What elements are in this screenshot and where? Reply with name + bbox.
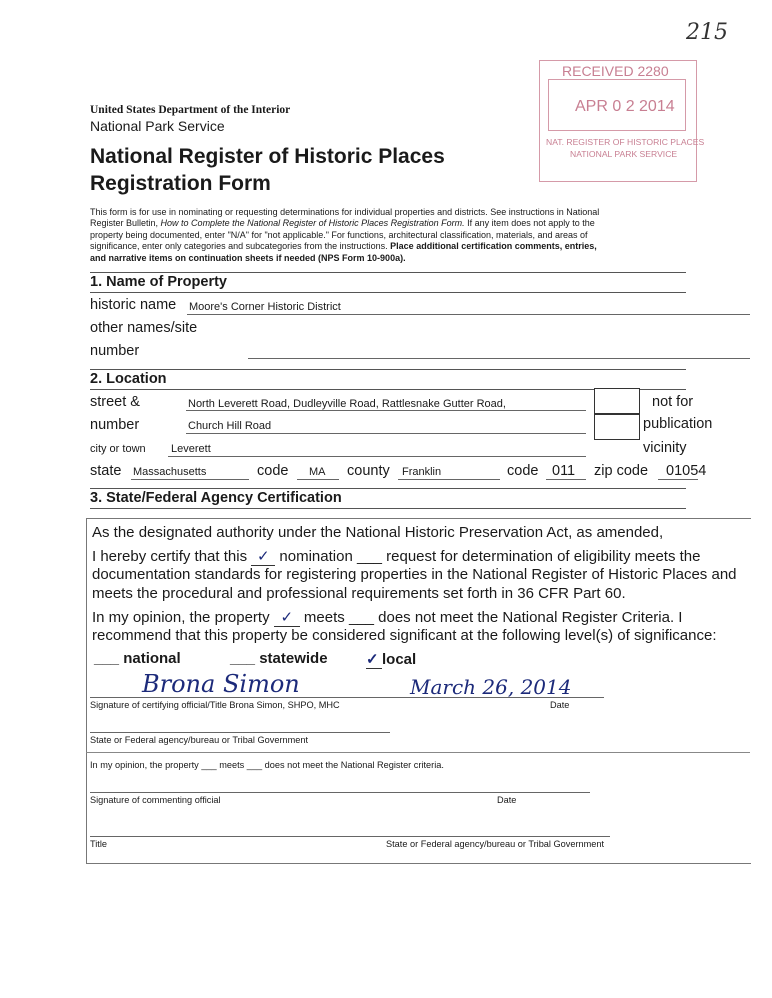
instructions-line4b: Place additional certification comments, entries,	[390, 241, 597, 252]
instructions	[90, 207, 599, 264]
county-value[interactable]: Franklin	[402, 466, 442, 478]
state-label: state	[90, 463, 122, 479]
agency-line	[90, 732, 390, 733]
local-check-mark: ✓	[366, 650, 382, 669]
certifying-signature: Brona Simon	[142, 670, 300, 698]
department-name: United States Department of the Interior	[90, 104, 291, 116]
level-local[interactable]	[366, 650, 416, 669]
agency-label-2: State or Federal agency/bureau or Tribal Government	[386, 839, 605, 849]
not-for-publication-label-1: not for	[652, 394, 694, 410]
section1-title: 1. Name of Property	[90, 274, 227, 290]
received-stamp	[539, 60, 705, 182]
opinion-suffix: meets ___ does not meet the National Register Criteria. I	[299, 609, 683, 626]
commenting-signature-line	[90, 792, 590, 793]
street-label-1: street &	[90, 394, 140, 410]
other-names-label-1: other names/site	[90, 320, 198, 336]
street-field-line-2	[186, 433, 586, 434]
nomination-check-mark[interactable]: ✓	[251, 547, 275, 566]
signature-date: March 26, 2014	[410, 675, 572, 699]
vicinity-checkbox[interactable]	[594, 414, 640, 440]
certify-prefix: I hereby certify that this	[92, 548, 252, 565]
level-statewide[interactable]: ___ statewide	[230, 650, 328, 667]
stamp-received: RECEIVED 2280	[562, 63, 669, 79]
section3-top-rule	[90, 488, 686, 489]
signature-date-label: Date	[550, 700, 570, 710]
zip-code-value[interactable]: 01054	[666, 463, 707, 479]
state-code-field-line	[297, 479, 339, 480]
street-label-2: number	[90, 417, 140, 433]
stamp-line2: NATIONAL PARK SERVICE	[570, 149, 678, 159]
instructions-line2a: Register Bulletin,	[90, 218, 161, 229]
historic-name-value[interactable]: Moore's Corner Historic District	[189, 301, 341, 313]
county-code-value[interactable]: 011	[552, 463, 576, 479]
meets-check-mark[interactable]: ✓	[274, 608, 300, 627]
instructions-line2	[90, 218, 599, 229]
commenting-date-label: Date	[497, 795, 517, 805]
page-number: 215	[686, 20, 728, 45]
county-label: county	[347, 463, 390, 479]
other-names-field-line[interactable]	[248, 358, 750, 359]
city-field-line	[168, 456, 586, 457]
county-field-line	[398, 479, 500, 480]
commenting-signature-label: Signature of commenting official	[90, 795, 221, 805]
opinion-prefix: In my opinion, the property	[92, 609, 274, 626]
other-names-label-2: number	[90, 343, 140, 359]
instructions-line2-title: How to Complete the National Register of Historic Places Registration Form.	[160, 218, 465, 229]
instructions-line4a: significance, enter only categories and subcategories from the instructions.	[90, 241, 391, 252]
city-label: city or town	[90, 443, 146, 455]
level-national[interactable]: ___ national	[94, 650, 181, 667]
instructions-line3: property being documented, enter "N/A" for "not applicable." For functions, architectural classification, materials, and areas of	[90, 229, 588, 240]
form-title-line1: National Register of Historic Places	[90, 145, 445, 168]
certification-para-4: meets the procedural and professional requirements set forth in 36 CFR Part 60.	[92, 585, 626, 602]
section1-top-rule	[90, 272, 686, 273]
street-field-line-1	[186, 410, 586, 411]
title-label: Title	[90, 839, 108, 849]
agency-label: State or Federal agency/bureau or Tribal Government	[90, 735, 309, 745]
state-value[interactable]: Massachusetts	[133, 466, 207, 478]
certify-suffix: nomination ___ request for determination of eligibility meets the	[275, 548, 701, 565]
street-value-2[interactable]: Church Hill Road	[188, 420, 272, 432]
certification-para-6: recommend that this property be considered significant at the following level(s) of significance:	[92, 627, 717, 644]
stamp-line1: NAT. REGISTER OF HISTORIC PLACES	[546, 137, 705, 147]
local-label: local	[382, 651, 417, 668]
section3-bottom-rule	[90, 508, 686, 509]
state-code-value[interactable]: MA	[309, 466, 326, 478]
historic-name-label: historic name	[90, 297, 177, 313]
vicinity-label: vicinity	[643, 440, 687, 456]
form-title-line2: Registration Form	[90, 172, 271, 195]
county-code-label: code	[507, 463, 539, 479]
title-line	[90, 836, 610, 837]
stamp-inner-box	[548, 79, 686, 131]
historic-name-field-line	[187, 314, 750, 315]
signature-line	[90, 697, 604, 698]
section3-title: 3. State/Federal Agency Certification	[90, 490, 342, 506]
certification-para-1: As the designated authority under the National Historic Preservation Act, as amended,	[92, 524, 664, 541]
section2-title: 2. Location	[90, 371, 167, 387]
city-value[interactable]: Leverett	[171, 443, 211, 455]
zip-code-field-line	[658, 479, 698, 480]
state-code-label: code	[257, 463, 289, 479]
section2-top-rule	[90, 369, 686, 370]
county-code-field-line	[546, 479, 586, 480]
section1-bottom-rule	[90, 292, 686, 293]
commenting-opinion: In my opinion, the property ___ meets ___ does not meet the National Register criteria.	[90, 760, 444, 770]
street-value-1[interactable]: North Leverett Road, Dudleyville Road, Rattlesnake Gutter Road,	[188, 398, 506, 410]
instructions-line5: and narrative items on continuation sheets if needed (NPS Form 10-900a).	[90, 252, 406, 263]
certification-para-5	[92, 608, 682, 627]
certification-para-2	[92, 547, 701, 566]
zip-code-label: zip code	[594, 463, 649, 479]
commenting-divider	[86, 752, 750, 753]
certification-para-3: documentation standards for registering properties in the National Register of Historic Places and	[92, 566, 737, 583]
stamp-date: APR 0 2 2014	[575, 98, 675, 115]
signature-label: Signature of certifying official/Title Brona Simon, SHPO, MHC	[90, 700, 340, 710]
state-field-line	[131, 479, 249, 480]
agency-name: National Park Service	[90, 118, 225, 134]
not-for-publication-label-2: publication	[643, 416, 713, 432]
instructions-line1: This form is for use in nominating or requesting determinations for individual properties and districts. See instructions in National	[90, 207, 600, 217]
not-for-publication-checkbox[interactable]	[594, 388, 640, 414]
instructions-line4	[90, 241, 599, 252]
instructions-line2c: If any item does not apply to the	[464, 218, 595, 229]
